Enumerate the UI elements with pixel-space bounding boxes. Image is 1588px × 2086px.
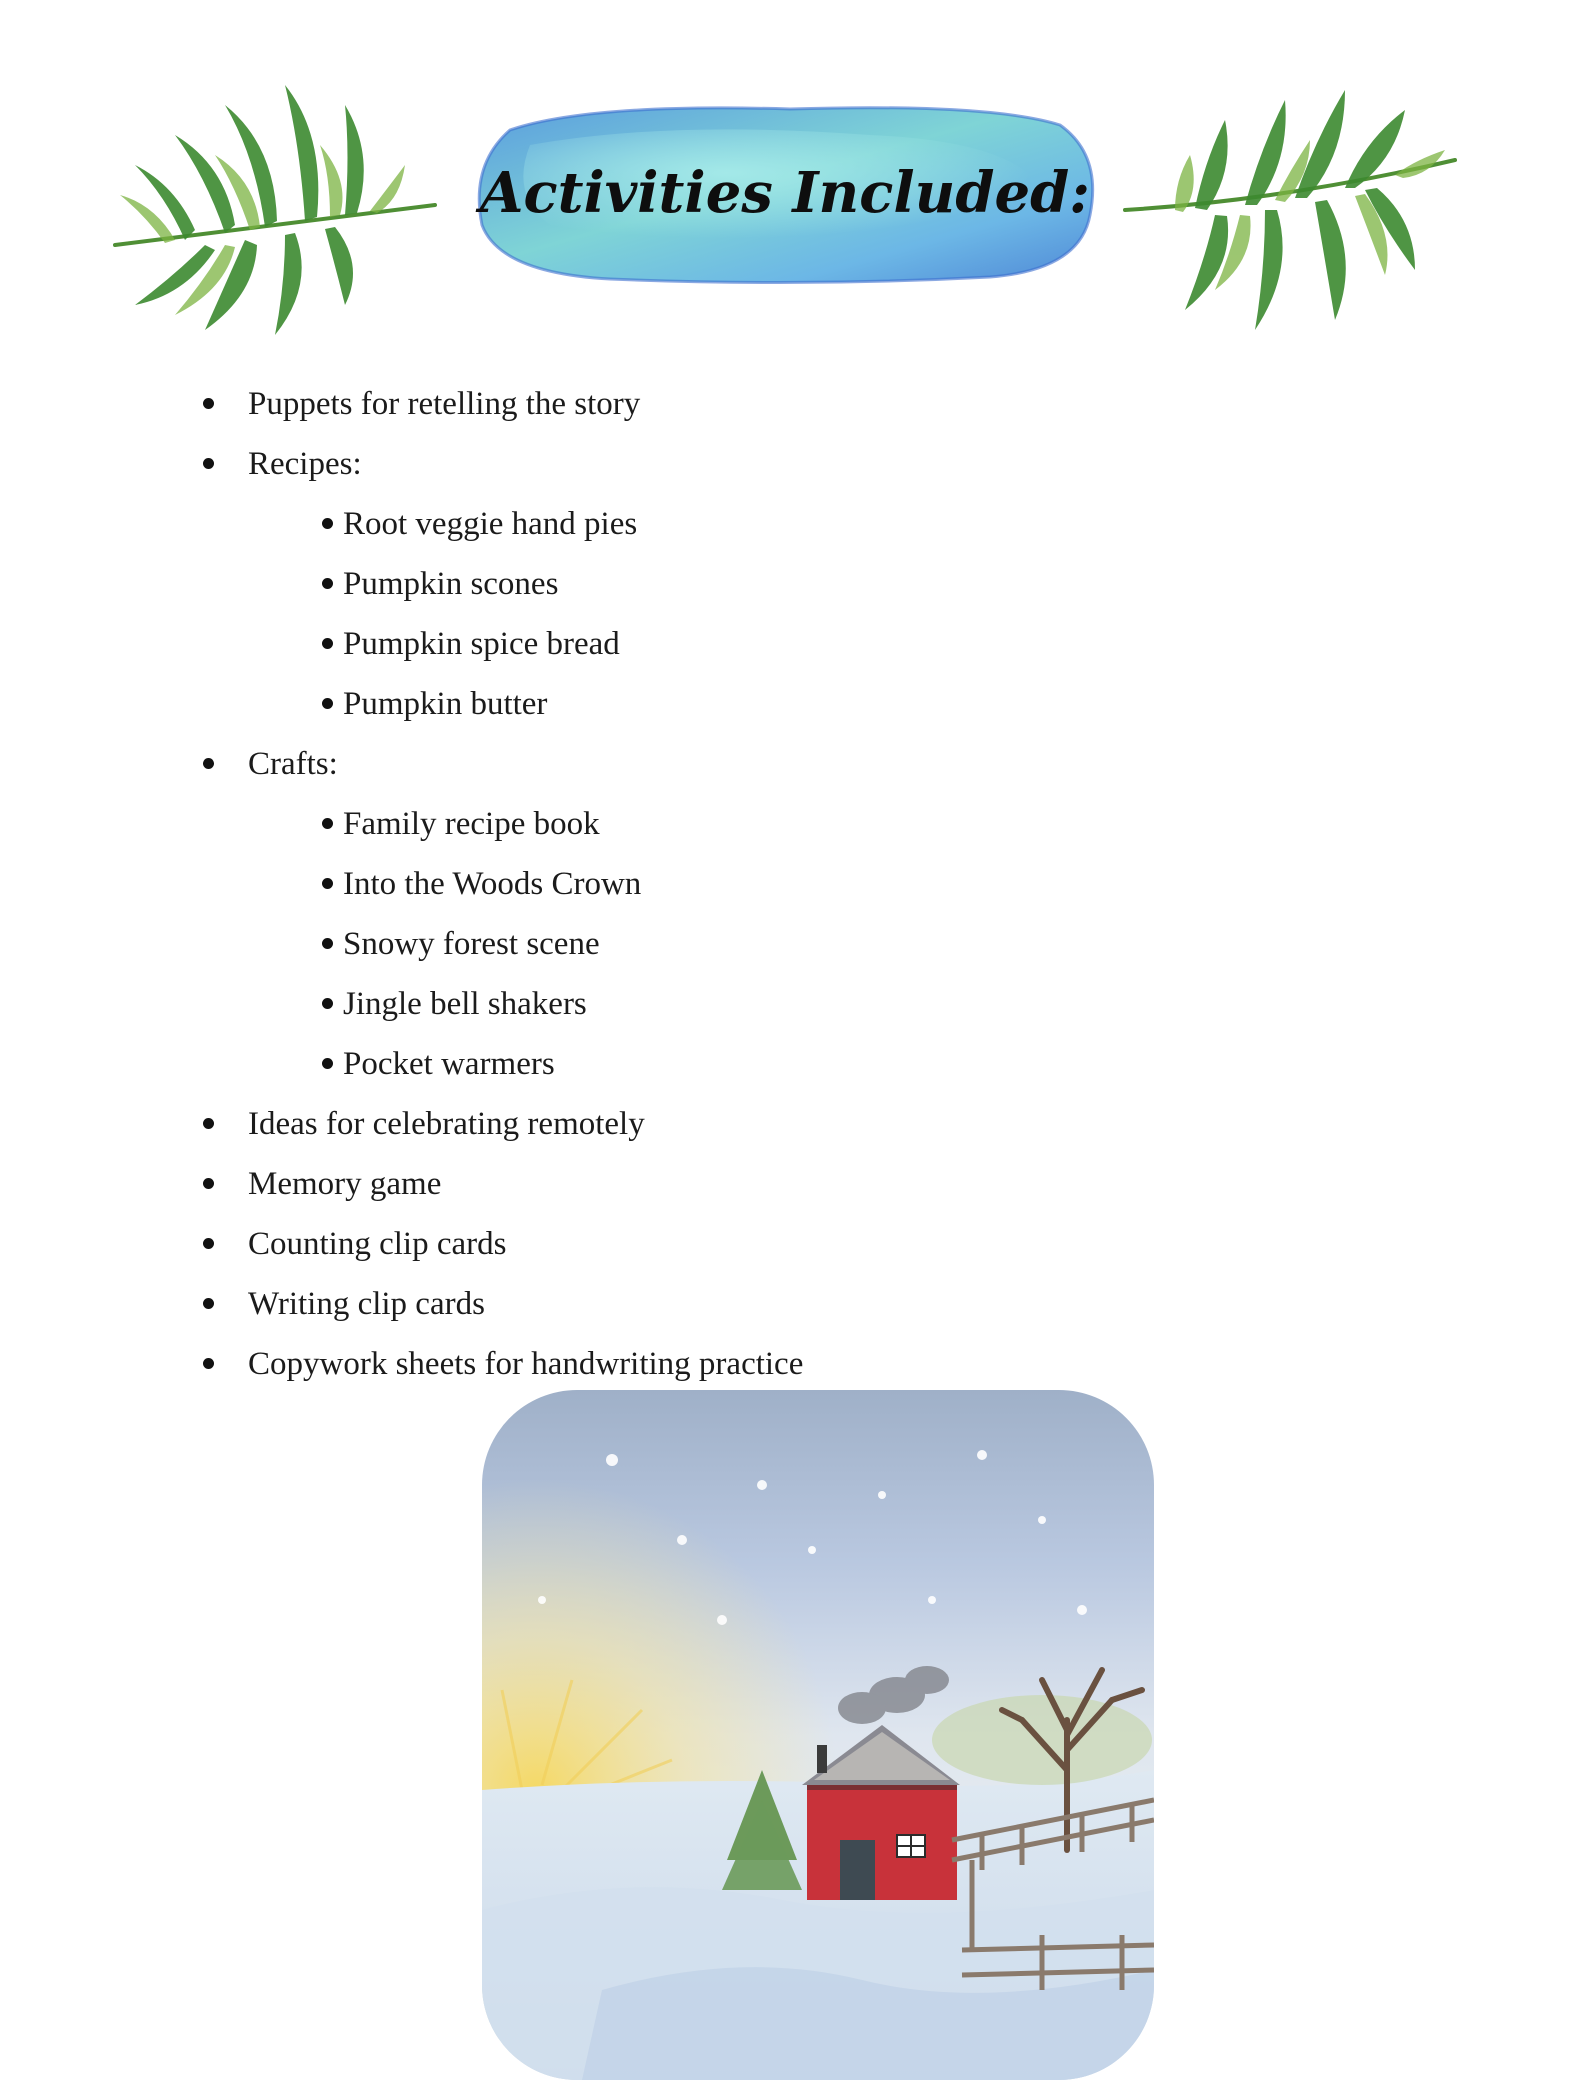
sub-list-item [322,504,637,544]
list-item-label: Ideas for celebrating remotely [248,1106,645,1142]
sub-list-item-label: Snowy forest scene [343,926,600,962]
bullet-icon [322,578,333,589]
sub-list-item [322,864,641,904]
bullet-icon [203,1298,214,1309]
bullet-icon [322,518,333,529]
page-title: Activities Included: [480,159,1090,226]
bullet-icon [203,1358,214,1369]
bullet-icon [203,1238,214,1249]
list-item-label: Crafts: [248,746,338,782]
sub-list-item [322,624,620,664]
sub-list-item [322,804,600,844]
bullet-icon [322,698,333,709]
list-item-label: Writing clip cards [248,1286,485,1322]
list-item [248,1344,803,1384]
list-item [248,1224,506,1264]
sub-list-item [322,684,547,724]
bullet-icon [203,398,214,409]
list-item-label: Recipes: [248,446,362,482]
sub-list-item [322,924,600,964]
pine-sprig-left-icon [95,45,455,345]
list-item [248,744,338,784]
sub-list-item-label: Pumpkin butter [343,686,548,722]
bullet-icon [322,1058,333,1069]
sub-list-item [322,564,558,604]
winter-cabin-illustration [482,1390,1154,2080]
list-item [248,1104,645,1144]
bullet-icon [322,878,333,889]
sub-list-item-label: Pumpkin spice bread [343,626,620,662]
list-item-label: Copywork sheets for handwriting practice [248,1346,804,1382]
sub-list-item-label: Into the Woods Crown [343,866,642,902]
list-item [248,444,362,484]
bullet-icon [322,638,333,649]
list-item-label: Memory game [248,1166,442,1202]
bullet-icon [203,758,214,769]
bullet-icon [322,938,333,949]
list-item [248,1284,485,1324]
bullet-icon [203,458,214,469]
list-item-label: Puppets for retelling the story [248,386,641,422]
sub-list-item-label: Jingle bell shakers [343,986,587,1022]
sub-list-item [322,1044,555,1084]
bullet-icon [203,1118,214,1129]
bullet-icon [322,998,333,1009]
list-item-label: Counting clip cards [248,1226,507,1262]
bullet-icon [203,1178,214,1189]
sub-list-item-label: Root veggie hand pies [343,506,638,542]
list-item [248,1164,441,1204]
sub-list-item [322,984,587,1024]
winter-scene-image [482,1390,1154,2080]
sub-list-item-label: Pumpkin scones [343,566,559,602]
pine-sprig-right-icon [1115,60,1475,360]
sub-list-item-label: Pocket warmers [343,1046,555,1082]
list-item [248,384,640,424]
header [0,0,1588,360]
sub-list-item-label: Family recipe book [343,806,600,842]
bullet-icon [322,818,333,829]
